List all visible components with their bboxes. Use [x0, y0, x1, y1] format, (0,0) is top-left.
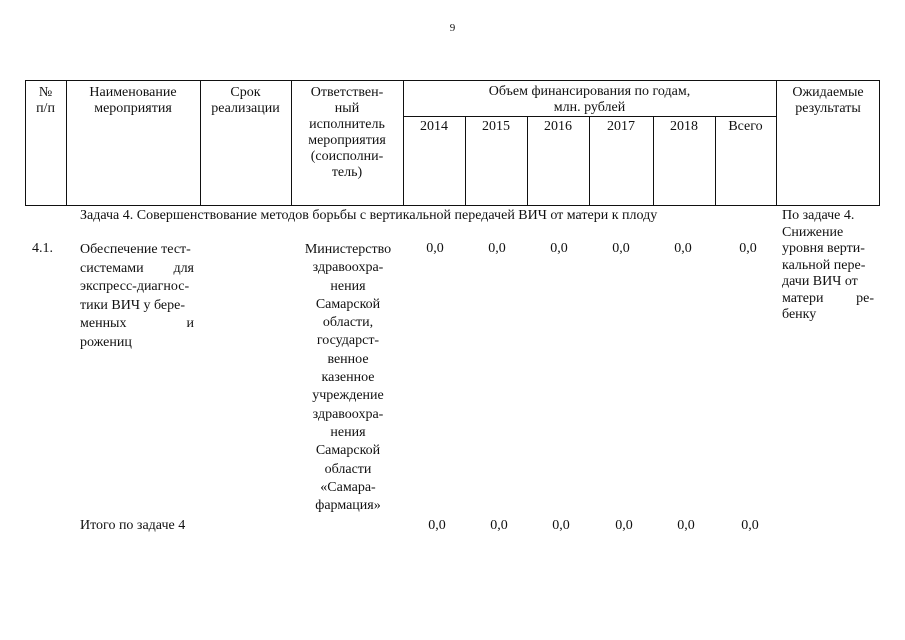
row-value-total: 0,0: [739, 241, 757, 256]
total-value-total: 0,0: [741, 518, 759, 533]
total-value-2016: 0,0: [552, 518, 570, 533]
row-value-2016: 0,0: [550, 241, 568, 256]
header-col-term: Срок реализации: [211, 85, 280, 116]
task-result: По задаче 4. Снижение уровня верти- кальной пере- дачи ВИЧ от матери ре- бенку: [782, 208, 874, 322]
header-year: 2015: [482, 119, 510, 134]
total-label: Итого по задаче 4: [80, 518, 186, 533]
total-value-2017: 0,0: [615, 518, 633, 533]
row-value-2014: 0,0: [426, 241, 444, 256]
header-col-funding: Объем финансирования по годам, млн. рублей: [488, 84, 691, 115]
total-value-2014: 0,0: [428, 518, 446, 533]
header-year: 2014: [420, 119, 448, 134]
task-title: Задача 4. Совершенствование методов борьбы с вертикальной передачей ВИЧ от матери к плоду: [80, 208, 658, 223]
row-value-2015: 0,0: [488, 241, 506, 256]
row-value-2018: 0,0: [674, 241, 692, 256]
row-number: 4.1.: [32, 241, 53, 256]
header-year: 2017: [607, 119, 635, 134]
header-col-number: № п/п: [36, 85, 55, 116]
row-name: Обеспечение тест- системами для экспресс-диагнос- тики ВИЧ у бере- менных и рожениц: [80, 242, 194, 350]
row-value-2017: 0,0: [612, 241, 630, 256]
page-number: 9: [449, 22, 456, 34]
header-year-total: Всего: [728, 119, 763, 134]
total-value-2018: 0,0: [677, 518, 695, 533]
header-year: 2016: [544, 119, 572, 134]
header-col-results: Ожидаемые результаты: [792, 85, 864, 116]
header-col-executor: Ответствен- ный исполнитель мероприятия (соисполни- тель): [308, 85, 386, 180]
header-col-name: Наименование мероприятия: [89, 85, 177, 116]
header-year: 2018: [670, 119, 698, 134]
row-executor: Министерство здравоохра- нения Самарской области, государст- венное казенное учреждение здравоохра- нения Самарской области «Самара- фармация»: [304, 242, 392, 514]
total-value-2015: 0,0: [490, 518, 508, 533]
